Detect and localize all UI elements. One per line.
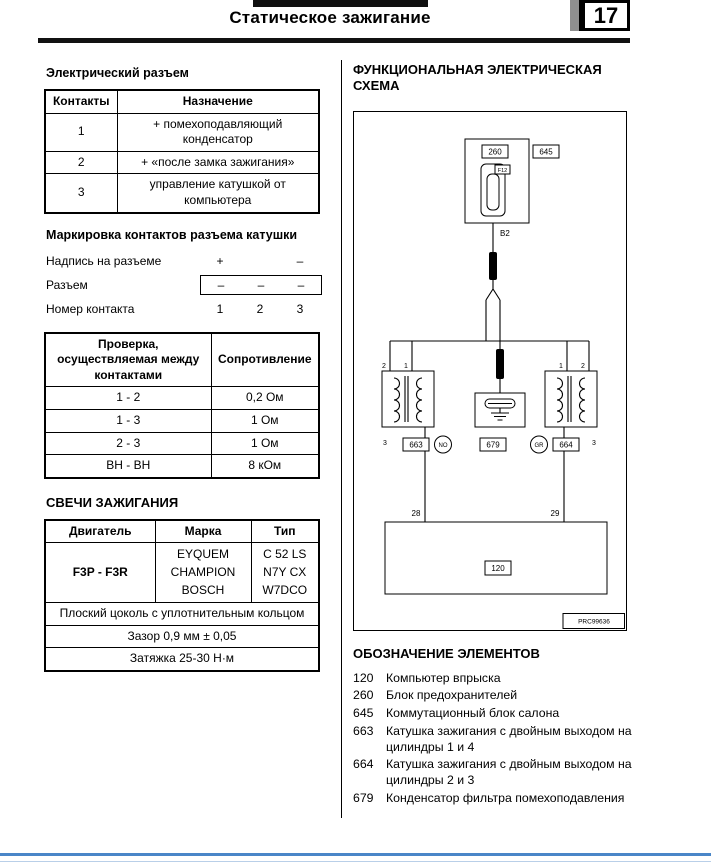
plugs-col-type: Тип xyxy=(251,520,319,543)
marking-value: – xyxy=(257,278,265,293)
engine-code: F3P - F3R xyxy=(45,543,155,603)
table-header-row xyxy=(45,333,319,387)
diagram-label-645: 645 xyxy=(539,147,553,157)
pin-label-28: 28 xyxy=(411,508,421,518)
legend-number: 664 xyxy=(353,757,374,772)
legend-description: Конденсатор фильтра помехоподавления xyxy=(386,790,625,805)
legend-item xyxy=(353,757,633,788)
contact-purpose: управление катушкой от компьютера xyxy=(117,174,319,213)
marking-value xyxy=(240,252,280,270)
diagram-reference: PRC99636 xyxy=(578,618,610,626)
marking-table xyxy=(46,251,330,320)
connector-heading: Электрический разъем xyxy=(46,66,189,80)
shielded-wire-segment-mid xyxy=(496,349,504,379)
marking-row-pin-number xyxy=(46,299,330,320)
resistance-value: 1 Ом xyxy=(211,409,319,432)
page-title: Статическое зажигание xyxy=(229,8,431,27)
contact-purpose: + помехоподавляющий конденсатор xyxy=(117,113,319,151)
table-row xyxy=(45,432,319,455)
table-row xyxy=(45,625,319,648)
pin-label-29: 29 xyxy=(550,508,560,518)
plug-type: W7DCO xyxy=(262,582,308,597)
legend-number: 260 xyxy=(353,688,374,703)
terminal-label: 1 xyxy=(404,362,408,370)
page-number: 17 xyxy=(593,2,619,28)
legend-list xyxy=(353,671,633,807)
marking-value: 3 xyxy=(296,302,304,317)
table-row xyxy=(45,174,319,213)
plug-brands xyxy=(155,543,251,603)
diagram-label-120: 120 xyxy=(491,563,505,573)
contact-purpose: + «после замка зажигания» xyxy=(117,151,319,174)
legend-description: Катушка зажигания с двойным выходом на цилиндры 1 и 4 xyxy=(386,723,632,754)
plug-types xyxy=(251,543,319,603)
diagram-label-260: 260 xyxy=(488,147,502,157)
legend-number: 663 xyxy=(353,723,374,738)
table-row xyxy=(45,543,319,603)
marking-value: – xyxy=(296,254,304,269)
table-row xyxy=(45,648,319,671)
legend-item xyxy=(353,688,633,704)
legend-item xyxy=(353,724,633,755)
marking-value: – xyxy=(217,278,225,293)
contact-number: 2 xyxy=(45,151,117,174)
terminal-label: 2 xyxy=(382,362,386,370)
plug-base-note: Плоский цоколь с уплотнительным кольцом xyxy=(45,603,319,626)
connector-col-purpose: Назначение xyxy=(117,90,319,113)
legend-item xyxy=(353,791,633,807)
wiring-diagram xyxy=(354,112,625,629)
diagram-label-664: 664 xyxy=(559,440,573,450)
plug-gap-note: Зазор 0,9 мм ± 0,05 xyxy=(45,625,319,648)
marking-value: – xyxy=(297,278,305,293)
fuse-symbol-inner xyxy=(487,174,499,210)
resistance-value: 1 Ом xyxy=(211,432,319,455)
legend-description: Компьютер впрыска xyxy=(386,670,501,685)
terminal-label: 1 xyxy=(559,362,563,370)
table-row xyxy=(45,603,319,626)
marking-heading: Маркировка контактов разъема катушки xyxy=(46,227,298,242)
terminal-label: 3 xyxy=(592,439,596,447)
terminal-label: 3 xyxy=(383,439,387,447)
resistance-value: 0,2 Ом xyxy=(211,387,319,410)
plug-brand: BOSCH xyxy=(181,582,225,597)
legend-description: Катушка зажигания с двойным выходом на цилиндры 2 и 3 xyxy=(386,757,632,788)
marking-row-label: Номер контакта xyxy=(46,302,135,317)
wire-color-left: NO xyxy=(438,442,448,449)
diagram-label-b2: B2 xyxy=(500,228,510,238)
plug-type: N7Y CX xyxy=(263,564,307,579)
pin-pair: 1 - 3 xyxy=(45,409,211,432)
computer-outline xyxy=(385,522,607,594)
diagram-label-663: 663 xyxy=(409,440,423,450)
marking-row-connector xyxy=(46,275,330,296)
plug-type: C 52 LS xyxy=(263,547,307,562)
terminal-label: 2 xyxy=(581,362,585,370)
schema-heading: ФУНКЦИОНАЛЬНАЯ ЭЛЕКТРИЧЕСКАЯ СХЕМА xyxy=(353,62,602,93)
left-column xyxy=(44,60,330,678)
column-divider xyxy=(341,60,342,818)
marking-row-inscription xyxy=(46,251,330,272)
marking-value: 1 xyxy=(216,302,224,317)
legend-heading: ОБОЗНАЧЕНИЕ ЭЛЕМЕНТОВ xyxy=(353,645,540,661)
table-row xyxy=(45,387,319,410)
legend-description: Коммутационный блок салона xyxy=(386,706,560,721)
page-number-box xyxy=(579,0,630,31)
fuse-id-label: F12 xyxy=(497,167,508,174)
legend-item xyxy=(353,706,633,722)
footer-rule-secondary xyxy=(0,861,711,862)
connector-pin-box xyxy=(200,275,322,295)
plugs-col-brand: Марка xyxy=(155,520,251,543)
diagram-label-679: 679 xyxy=(486,440,500,450)
legend-number: 120 xyxy=(353,670,374,685)
connector-table xyxy=(44,89,320,214)
marking-row-label: Надпись на разъеме xyxy=(46,254,162,269)
footer-rule xyxy=(0,853,711,856)
table-row xyxy=(45,151,319,174)
right-column xyxy=(353,62,633,809)
table-row xyxy=(45,455,319,478)
title-rule xyxy=(38,38,630,43)
resistance-table xyxy=(44,332,320,479)
legend-item xyxy=(353,671,633,687)
marking-value: + xyxy=(216,254,224,269)
spark-plugs-heading: СВЕЧИ ЗАЖИГАНИЯ xyxy=(46,494,179,510)
table-header-row xyxy=(45,520,319,543)
pin-pair: 2 - 3 xyxy=(45,432,211,455)
table-row xyxy=(45,113,319,151)
resistance-value: 8 кОм xyxy=(211,455,319,478)
pin-pair: 1 - 2 xyxy=(45,387,211,410)
spark-plugs-table xyxy=(44,519,320,672)
contact-number: 3 xyxy=(45,174,117,213)
legend-number: 679 xyxy=(353,790,374,805)
header-crop-bar xyxy=(253,0,428,7)
plug-brand: CHAMPION xyxy=(170,564,236,579)
wire-color-right: GR xyxy=(534,442,544,449)
connector-col-contacts: Контакты xyxy=(45,90,117,113)
table-row xyxy=(45,409,319,432)
plug-brand: EYQUEM xyxy=(176,547,229,562)
resistance-col-value: Сопротивление xyxy=(211,333,319,387)
plugs-col-engine: Двигатель xyxy=(45,520,155,543)
pin-pair: ВН - ВН xyxy=(45,455,211,478)
wiring-diagram-frame xyxy=(353,111,627,631)
legend-description: Блок предохранителей xyxy=(386,688,518,703)
legend-number: 645 xyxy=(353,706,374,721)
marking-row-label: Разъем xyxy=(46,278,88,293)
table-header-row xyxy=(45,90,319,113)
shielded-wire-segment-top xyxy=(489,252,497,280)
plug-torque-note: Затяжка 25-30 Н·м xyxy=(45,648,319,671)
contact-number: 1 xyxy=(45,113,117,151)
page-number-shadow xyxy=(570,0,579,31)
resistance-col-check: Проверка, осуществляемая между контактами xyxy=(45,333,211,387)
marking-value: 2 xyxy=(256,302,264,317)
